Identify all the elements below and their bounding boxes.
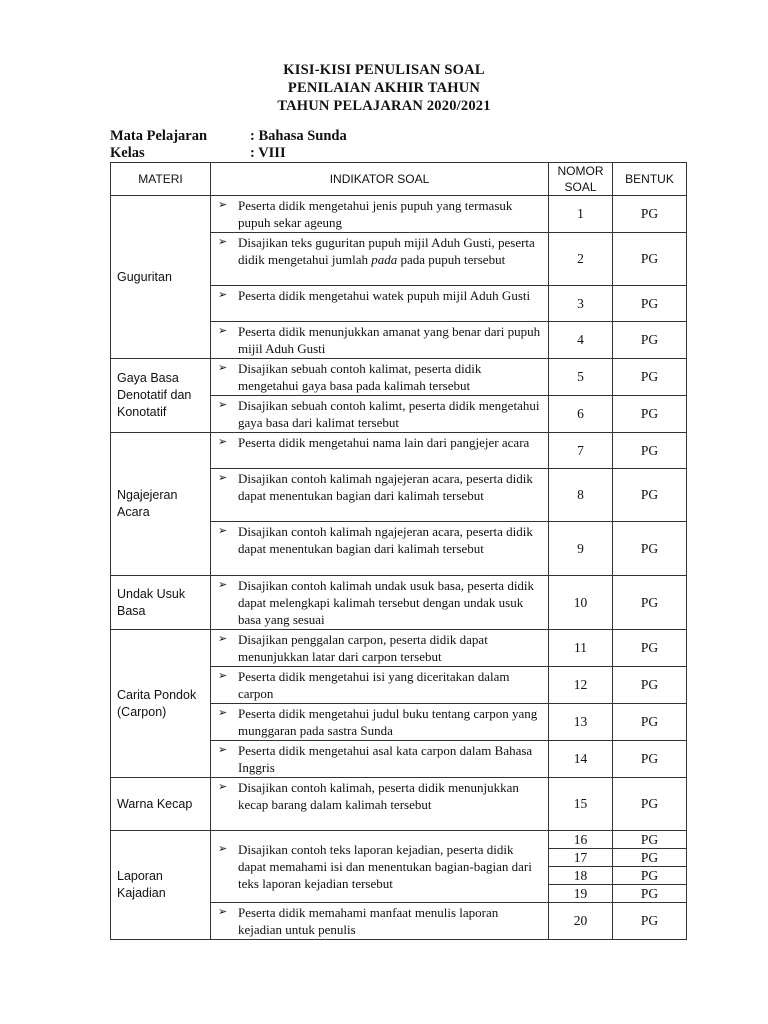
arrow-bullet-icon: ➢ <box>218 707 228 719</box>
table-row <box>111 576 687 630</box>
nomor-cell: 4 <box>549 322 613 359</box>
indikator-cell <box>211 630 549 667</box>
arrow-bullet-icon: ➢ <box>218 199 228 211</box>
bentuk-cell: PG <box>613 522 687 576</box>
table-row <box>111 630 687 667</box>
arrow-bullet-icon: ➢ <box>218 289 228 301</box>
nomor-cell: 7 <box>549 433 613 469</box>
indikator-text: Peserta didik mengetahui jenis pupuh yang termasuk pupuh sekar ageung <box>238 198 513 230</box>
arrow-bullet-icon: ➢ <box>218 633 228 645</box>
indikator-cell <box>211 903 549 940</box>
mapel-label: Mata Pelajaran <box>110 128 208 144</box>
indikator-cell <box>211 233 549 286</box>
indikator-text: Peserta didik mengetahui asal kata carpon dalam Bahasa Inggris <box>238 743 533 775</box>
nomor-cell: 2 <box>549 233 613 286</box>
indikator-cell <box>211 196 549 233</box>
indikator-text <box>238 234 544 268</box>
bentuk-cell: PG <box>613 469 687 522</box>
table-row <box>111 778 687 831</box>
nomor-cell: 16 <box>549 831 613 849</box>
indikator-text: Peserta didik mengetahui isi yang diceritakan dalam carpon <box>238 669 510 701</box>
header-indikator: INDIKATOR SOAL <box>211 163 549 196</box>
indikator-cell <box>211 704 549 741</box>
header-nomor-line1: NOMOR <box>557 164 604 178</box>
header-nomor <box>549 163 613 196</box>
nomor-cell: 18 <box>549 867 613 885</box>
indikator-text: Disajikan contoh kalimah, peserta didik menunjukkan kecap barang dalam kalimah tersebut <box>238 780 519 812</box>
bentuk-cell: PG <box>613 903 687 940</box>
indikator-text-emphasis: pada <box>371 252 398 267</box>
table-row <box>111 831 687 849</box>
bentuk-cell: PG <box>613 196 687 233</box>
nomor-cell: 13 <box>549 704 613 741</box>
indikator-text: Disajikan sebuah contoh kalimt, peserta didik mengetahui gaya basa dari kalimat tersebut <box>238 398 540 430</box>
nomor-cell: 20 <box>549 903 613 940</box>
materi-cell: Ngajejeran Acara <box>111 433 211 576</box>
indikator-text-part-a: Disajikan teks guguritan pupuh mijil Aduh Gusti, peserta didik mengetahui jumlah <box>238 235 535 267</box>
indikator-cell <box>211 469 549 522</box>
indikator-text: Disajikan sebuah contoh kalimat, peserta didik mengetahui gaya basa pada kalimah tersebut <box>238 361 482 393</box>
materi-cell: Gaya Basa Denotatif dan Konotatif <box>111 359 211 433</box>
document-title <box>0 61 768 115</box>
indikator-cell <box>211 322 549 359</box>
indikator-text: Peserta didik mengetahui watek pupuh mijil Aduh Gusti <box>238 288 531 303</box>
indikator-text-part-b: pada pupuh tersebut <box>397 252 506 267</box>
indikator-text: Peserta didik mengetahui nama lain dari pangjejer acara <box>238 435 530 450</box>
bentuk-cell: PG <box>613 741 687 778</box>
nomor-cell: 8 <box>549 469 613 522</box>
bentuk-cell: PG <box>613 359 687 396</box>
nomor-cell: 19 <box>549 885 613 903</box>
bentuk-cell: PG <box>613 778 687 831</box>
arrow-bullet-icon: ➢ <box>218 906 228 918</box>
bentuk-cell: PG <box>613 630 687 667</box>
indikator-text: Peserta didik menunjukkan amanat yang benar dari pupuh mijil Aduh Gusti <box>238 324 541 356</box>
indikator-cell <box>211 576 549 630</box>
arrow-bullet-icon: ➢ <box>218 472 228 484</box>
document-meta <box>110 128 347 162</box>
indikator-text: Disajikan contoh kalimah ngajejeran acara, peserta didik dapat menentukan bagian dari kalimah tersebut <box>238 471 533 503</box>
bentuk-cell: PG <box>613 433 687 469</box>
indikator-cell <box>211 433 549 469</box>
indikator-text: Peserta didik mengetahui judul buku tentang carpon yang munggaran pada sastra Sunda <box>238 706 538 738</box>
header-materi: MATERI <box>111 163 211 196</box>
indikator-cell <box>211 359 549 396</box>
nomor-cell: 1 <box>549 196 613 233</box>
header-nomor-line2: SOAL <box>564 180 597 194</box>
bentuk-cell: PG <box>613 667 687 704</box>
indikator-text: Disajikan penggalan carpon, peserta didik dapat menunjukkan latar dari carpon tersebut <box>238 632 488 664</box>
indikator-text: Disajikan contoh kalimah undak usuk basa, peserta didik dapat melengkapi kalimah tersebut dengan undak usuk basa yang sesuai <box>238 578 535 627</box>
arrow-bullet-icon: ➢ <box>218 325 228 337</box>
table-header-row <box>111 163 687 196</box>
materi-cell: Laporan Kajadian <box>111 831 211 940</box>
nomor-cell: 9 <box>549 522 613 576</box>
bentuk-cell: PG <box>613 576 687 630</box>
bentuk-cell: PG <box>613 849 687 867</box>
arrow-bullet-icon: ➢ <box>218 525 228 537</box>
kisi-kisi-table <box>110 162 687 940</box>
bentuk-cell: PG <box>613 704 687 741</box>
arrow-bullet-icon: ➢ <box>218 579 228 591</box>
arrow-bullet-icon: ➢ <box>218 436 228 448</box>
indikator-cell <box>211 831 549 903</box>
indikator-cell <box>211 286 549 322</box>
indikator-cell <box>211 778 549 831</box>
nomor-cell: 17 <box>549 849 613 867</box>
bentuk-cell: PG <box>613 322 687 359</box>
nomor-cell: 15 <box>549 778 613 831</box>
indikator-cell <box>211 741 549 778</box>
materi-cell: Guguritan <box>111 196 211 359</box>
bentuk-cell: PG <box>613 396 687 433</box>
nomor-cell: 6 <box>549 396 613 433</box>
kelas-value: : VIII <box>250 145 286 161</box>
indikator-text: Peserta didik memahami manfaat menulis laporan kejadian untuk penulis <box>238 905 499 937</box>
arrow-bullet-icon: ➢ <box>218 744 228 756</box>
arrow-bullet-icon: ➢ <box>218 362 228 374</box>
bentuk-cell: PG <box>613 286 687 322</box>
arrow-bullet-icon: ➢ <box>218 781 228 793</box>
materi-cell: Undak Usuk Basa <box>111 576 211 630</box>
title-line-3: TAHUN PELAJARAN 2020/2021 <box>277 98 491 114</box>
header-bentuk: BENTUK <box>613 163 687 196</box>
table-row <box>111 196 687 233</box>
table-row <box>111 359 687 396</box>
nomor-cell: 3 <box>549 286 613 322</box>
indikator-text: Disajikan contoh kalimah ngajejeran acara, peserta didik dapat menentukan bagian dari kalimah tersebut <box>238 524 533 556</box>
indikator-text: Disajikan contoh teks laporan kejadian, peserta didik dapat memahami isi dan menentukan bagian-bagian dari teks laporan kejadian tersebut <box>238 842 532 891</box>
arrow-bullet-icon: ➢ <box>218 236 228 248</box>
arrow-bullet-icon: ➢ <box>218 399 228 411</box>
arrow-bullet-icon: ➢ <box>218 670 228 682</box>
nomor-cell: 5 <box>549 359 613 396</box>
bentuk-cell: PG <box>613 233 687 286</box>
nomor-cell: 10 <box>549 576 613 630</box>
indikator-cell <box>211 522 549 576</box>
nomor-cell: 12 <box>549 667 613 704</box>
title-line-1: KISI-KISI PENULISAN SOAL <box>283 62 485 78</box>
arrow-bullet-icon: ➢ <box>218 843 228 855</box>
materi-cell: Warna Kecap <box>111 778 211 831</box>
kelas-label: Kelas <box>110 145 145 161</box>
nomor-cell: 14 <box>549 741 613 778</box>
bentuk-cell: PG <box>613 867 687 885</box>
title-line-2: PENILAIAN AKHIR TAHUN <box>287 80 481 96</box>
meta-kelas-row <box>110 145 347 162</box>
bentuk-cell: PG <box>613 831 687 849</box>
indikator-cell <box>211 667 549 704</box>
table-row <box>111 433 687 469</box>
indikator-cell <box>211 396 549 433</box>
materi-cell: Carita Pondok (Carpon) <box>111 630 211 778</box>
meta-mapel-row <box>110 128 347 145</box>
bentuk-cell: PG <box>613 885 687 903</box>
nomor-cell: 11 <box>549 630 613 667</box>
mapel-value: : Bahasa Sunda <box>250 128 347 144</box>
